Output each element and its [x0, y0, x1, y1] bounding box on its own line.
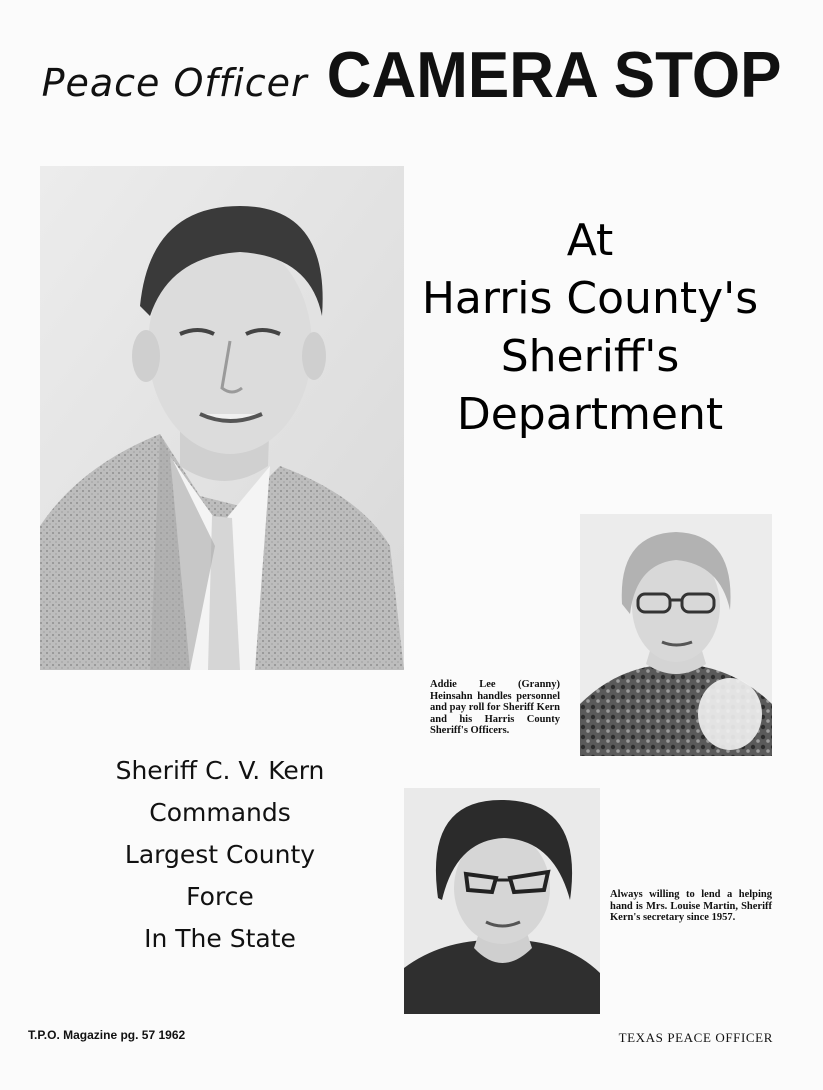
headline-line: Harris County's [421, 273, 759, 324]
portrait-martin [404, 788, 600, 1014]
headline-line: Department [456, 389, 724, 440]
portrait-heinsahn [580, 514, 772, 756]
blurb-line: Commands [149, 798, 291, 827]
portrait-sheriff-kern [40, 166, 404, 670]
blurb-line: Largest County [124, 840, 316, 869]
blurb-line: Force [186, 882, 254, 911]
masthead [0, 40, 823, 110]
masthead-title: CAMERA STOP [326, 39, 782, 112]
headline-line: At [566, 215, 614, 266]
footer-source: T.P.O. Magazine pg. 57 1962 [28, 1028, 186, 1042]
headline [410, 212, 770, 444]
masthead-prefix: Peace Officer [41, 61, 308, 105]
caption-heinsahn: Addie Lee (Granny) Heinsahn handles personnel and pay roll for Sheriff Kern and his Harris County Sheriff's Officers. [430, 679, 560, 736]
footer-publication: TEXAS PEACE OFFICER [618, 1030, 773, 1045]
blurb-line: In The State [144, 924, 296, 953]
blurb-line: Sheriff C. V. Kern [115, 756, 325, 785]
headline-line: Sheriff's [500, 331, 680, 382]
sheriff-blurb [60, 750, 380, 960]
caption-martin: Always willing to lend a helping hand is Mrs. Louise Martin, Sheriff Kern's secretary since 1957. [610, 889, 772, 923]
